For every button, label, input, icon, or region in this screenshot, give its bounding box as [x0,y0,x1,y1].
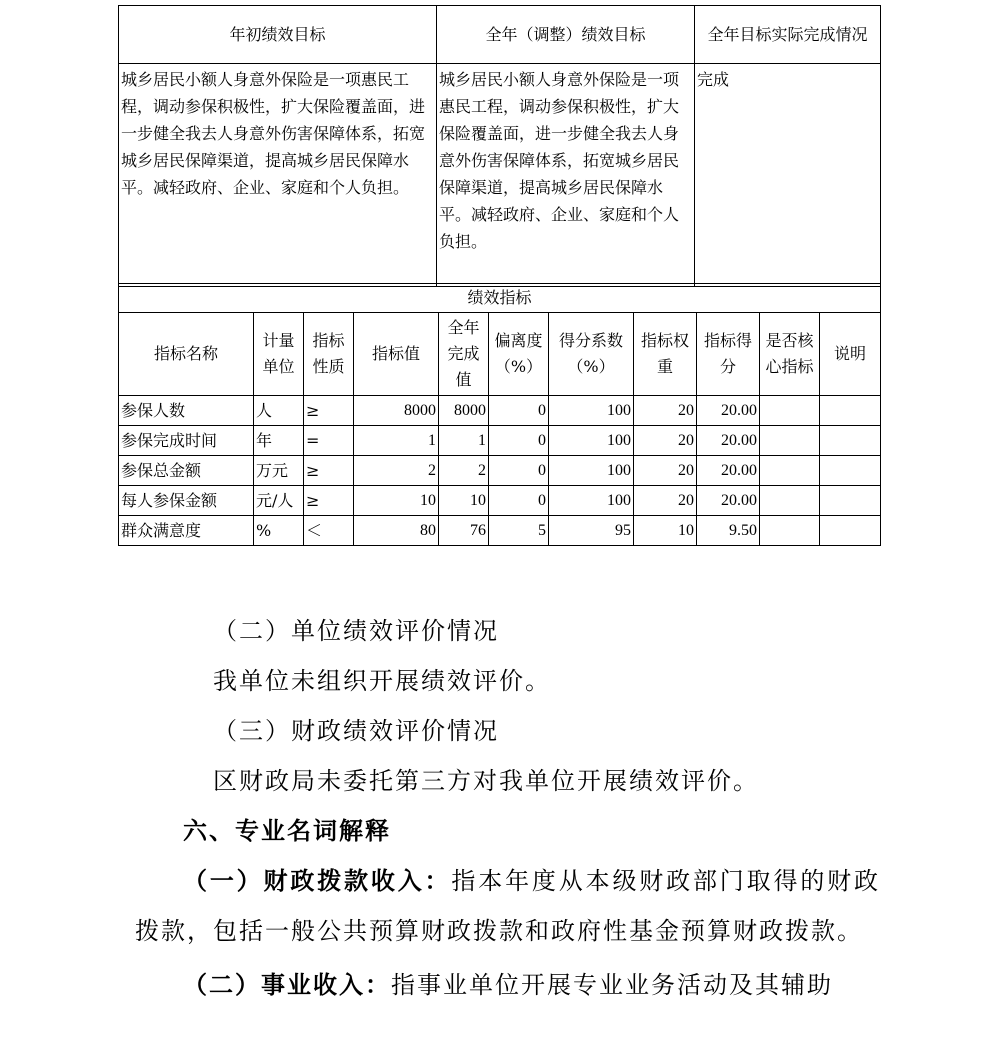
indicator-nature: ≥ [304,486,354,516]
table-row [119,516,881,546]
indicator-unit: 万元 [254,456,304,486]
evaluation-text [135,606,880,1010]
col-header-deviation: 偏离度（%） [489,313,549,396]
indicator-note [820,396,881,426]
indicator-name: 参保总金额 [119,456,254,486]
indicator-coef: 95 [549,516,634,546]
indicator-core [760,486,820,516]
indicator-actual: 2 [439,456,489,486]
term2-paragraph [135,960,880,1010]
indicators-header-row [119,313,881,396]
indicator-deviation: 0 [489,486,549,516]
goals-header-adjusted: 全年（调整）绩效目标 [437,6,695,64]
goals-table [118,5,881,287]
unit-eval-heading: （二）单位绩效评价情况 [213,617,499,645]
indicator-core [760,426,820,456]
indicator-coef: 100 [549,456,634,486]
indicator-unit: % [254,516,304,546]
indicator-coef: 100 [549,486,634,516]
indicator-deviation: 0 [489,426,549,456]
indicator-nature: ≥ [304,396,354,426]
col-header-weight: 指标权重 [634,313,697,396]
indicators-section-title: 绩效指标 [119,284,881,313]
indicator-unit: 元/人 [254,486,304,516]
indicator-score: 20.00 [697,426,760,456]
indicator-name: 参保人数 [119,396,254,426]
indicator-name: 参保完成时间 [119,426,254,456]
indicator-actual: 8000 [439,396,489,426]
goals-actual-text: 完成 [695,64,881,287]
col-header-score: 指标得分 [697,313,760,396]
col-header-unit: 计量单位 [254,313,304,396]
indicator-score: 20.00 [697,396,760,426]
indicator-weight: 20 [634,486,697,516]
indicator-unit: 人 [254,396,304,426]
term1-body: 指本年度从本级财政部门取得的财政拨款，包括一般公共预算财政拨款和政府性基金预算财政拨款。 [135,867,881,945]
table-row [119,456,881,486]
indicator-nature: = [304,426,354,456]
indicator-score: 20.00 [697,486,760,516]
indicator-actual: 1 [439,426,489,456]
indicator-name: 每人参保金额 [119,486,254,516]
col-header-note: 说明 [820,313,881,396]
indicator-coef: 100 [549,396,634,426]
indicator-score: 20.00 [697,456,760,486]
term2-body: 指事业单位开展专业业务活动及其辅助 [391,971,833,999]
term1-label: （一）财政拨款收入： [183,866,452,895]
goals-header-row [119,6,881,64]
col-header-actual: 全年完成值 [439,313,489,396]
indicator-note [820,516,881,546]
fiscal-eval-body: 区财政局未委托第三方对我单位开展绩效评价。 [213,767,759,795]
col-header-target: 指标值 [354,313,439,396]
indicator-weight: 10 [634,516,697,546]
indicator-nature: ＜ [304,516,354,546]
indicator-target: 1 [354,426,439,456]
indicator-note [820,456,881,486]
indicator-note [820,486,881,516]
indicator-actual: 76 [439,516,489,546]
table-row [119,486,881,516]
term1-paragraph [135,856,880,956]
goals-initial-text: 城乡居民小额人身意外保险是一项惠民工程，调动参保积极性，扩大保险覆盖面，进一步健全我去人身意外伤害保障体系，拓宽城乡居民保障渠道，提高城乡居民保障水平。减轻政府、企业、家庭和个人负担。 [119,64,437,287]
indicator-deviation: 0 [489,456,549,486]
indicator-note [820,426,881,456]
section6-heading: 六、专业名词解释 [183,817,391,845]
indicators-table [118,283,881,546]
indicator-actual: 10 [439,486,489,516]
indicator-target: 80 [354,516,439,546]
col-header-core: 是否核心指标 [760,313,820,396]
indicator-weight: 20 [634,396,697,426]
table-row [119,426,881,456]
indicator-core [760,516,820,546]
indicator-core [760,456,820,486]
indicator-target: 10 [354,486,439,516]
indicator-nature: ≥ [304,456,354,486]
col-header-coef: 得分系数（%） [549,313,634,396]
indicator-target: 8000 [354,396,439,426]
indicator-score: 9.50 [697,516,760,546]
indicator-deviation: 0 [489,396,549,426]
indicator-rows [119,396,881,546]
indicator-core [760,396,820,426]
unit-eval-body: 我单位未组织开展绩效评价。 [213,667,551,695]
goals-header-initial: 年初绩效目标 [119,6,437,64]
goals-adjusted-text: 城乡居民小额人身意外保险是一项惠民工程，调动参保积极性，扩大保险覆盖面，进一步健全我去人身意外伤害保障体系，拓宽城乡居民保障渠道，提高城乡居民保障水平。减轻政府、企业、家庭和个人负担。 [437,64,695,287]
fiscal-eval-heading: （三）财政绩效评价情况 [213,717,499,745]
goals-header-actual: 全年目标实际完成情况 [695,6,881,64]
indicator-name: 群众满意度 [119,516,254,546]
indicator-unit: 年 [254,426,304,456]
indicator-weight: 20 [634,426,697,456]
term2-label: （二）事业收入： [183,970,391,999]
indicator-weight: 20 [634,456,697,486]
indicator-deviation: 5 [489,516,549,546]
table-row [119,396,881,426]
col-header-name: 指标名称 [119,313,254,396]
indicator-target: 2 [354,456,439,486]
col-header-nature: 指标性质 [304,313,354,396]
goals-body-row [119,64,881,287]
indicator-coef: 100 [549,426,634,456]
